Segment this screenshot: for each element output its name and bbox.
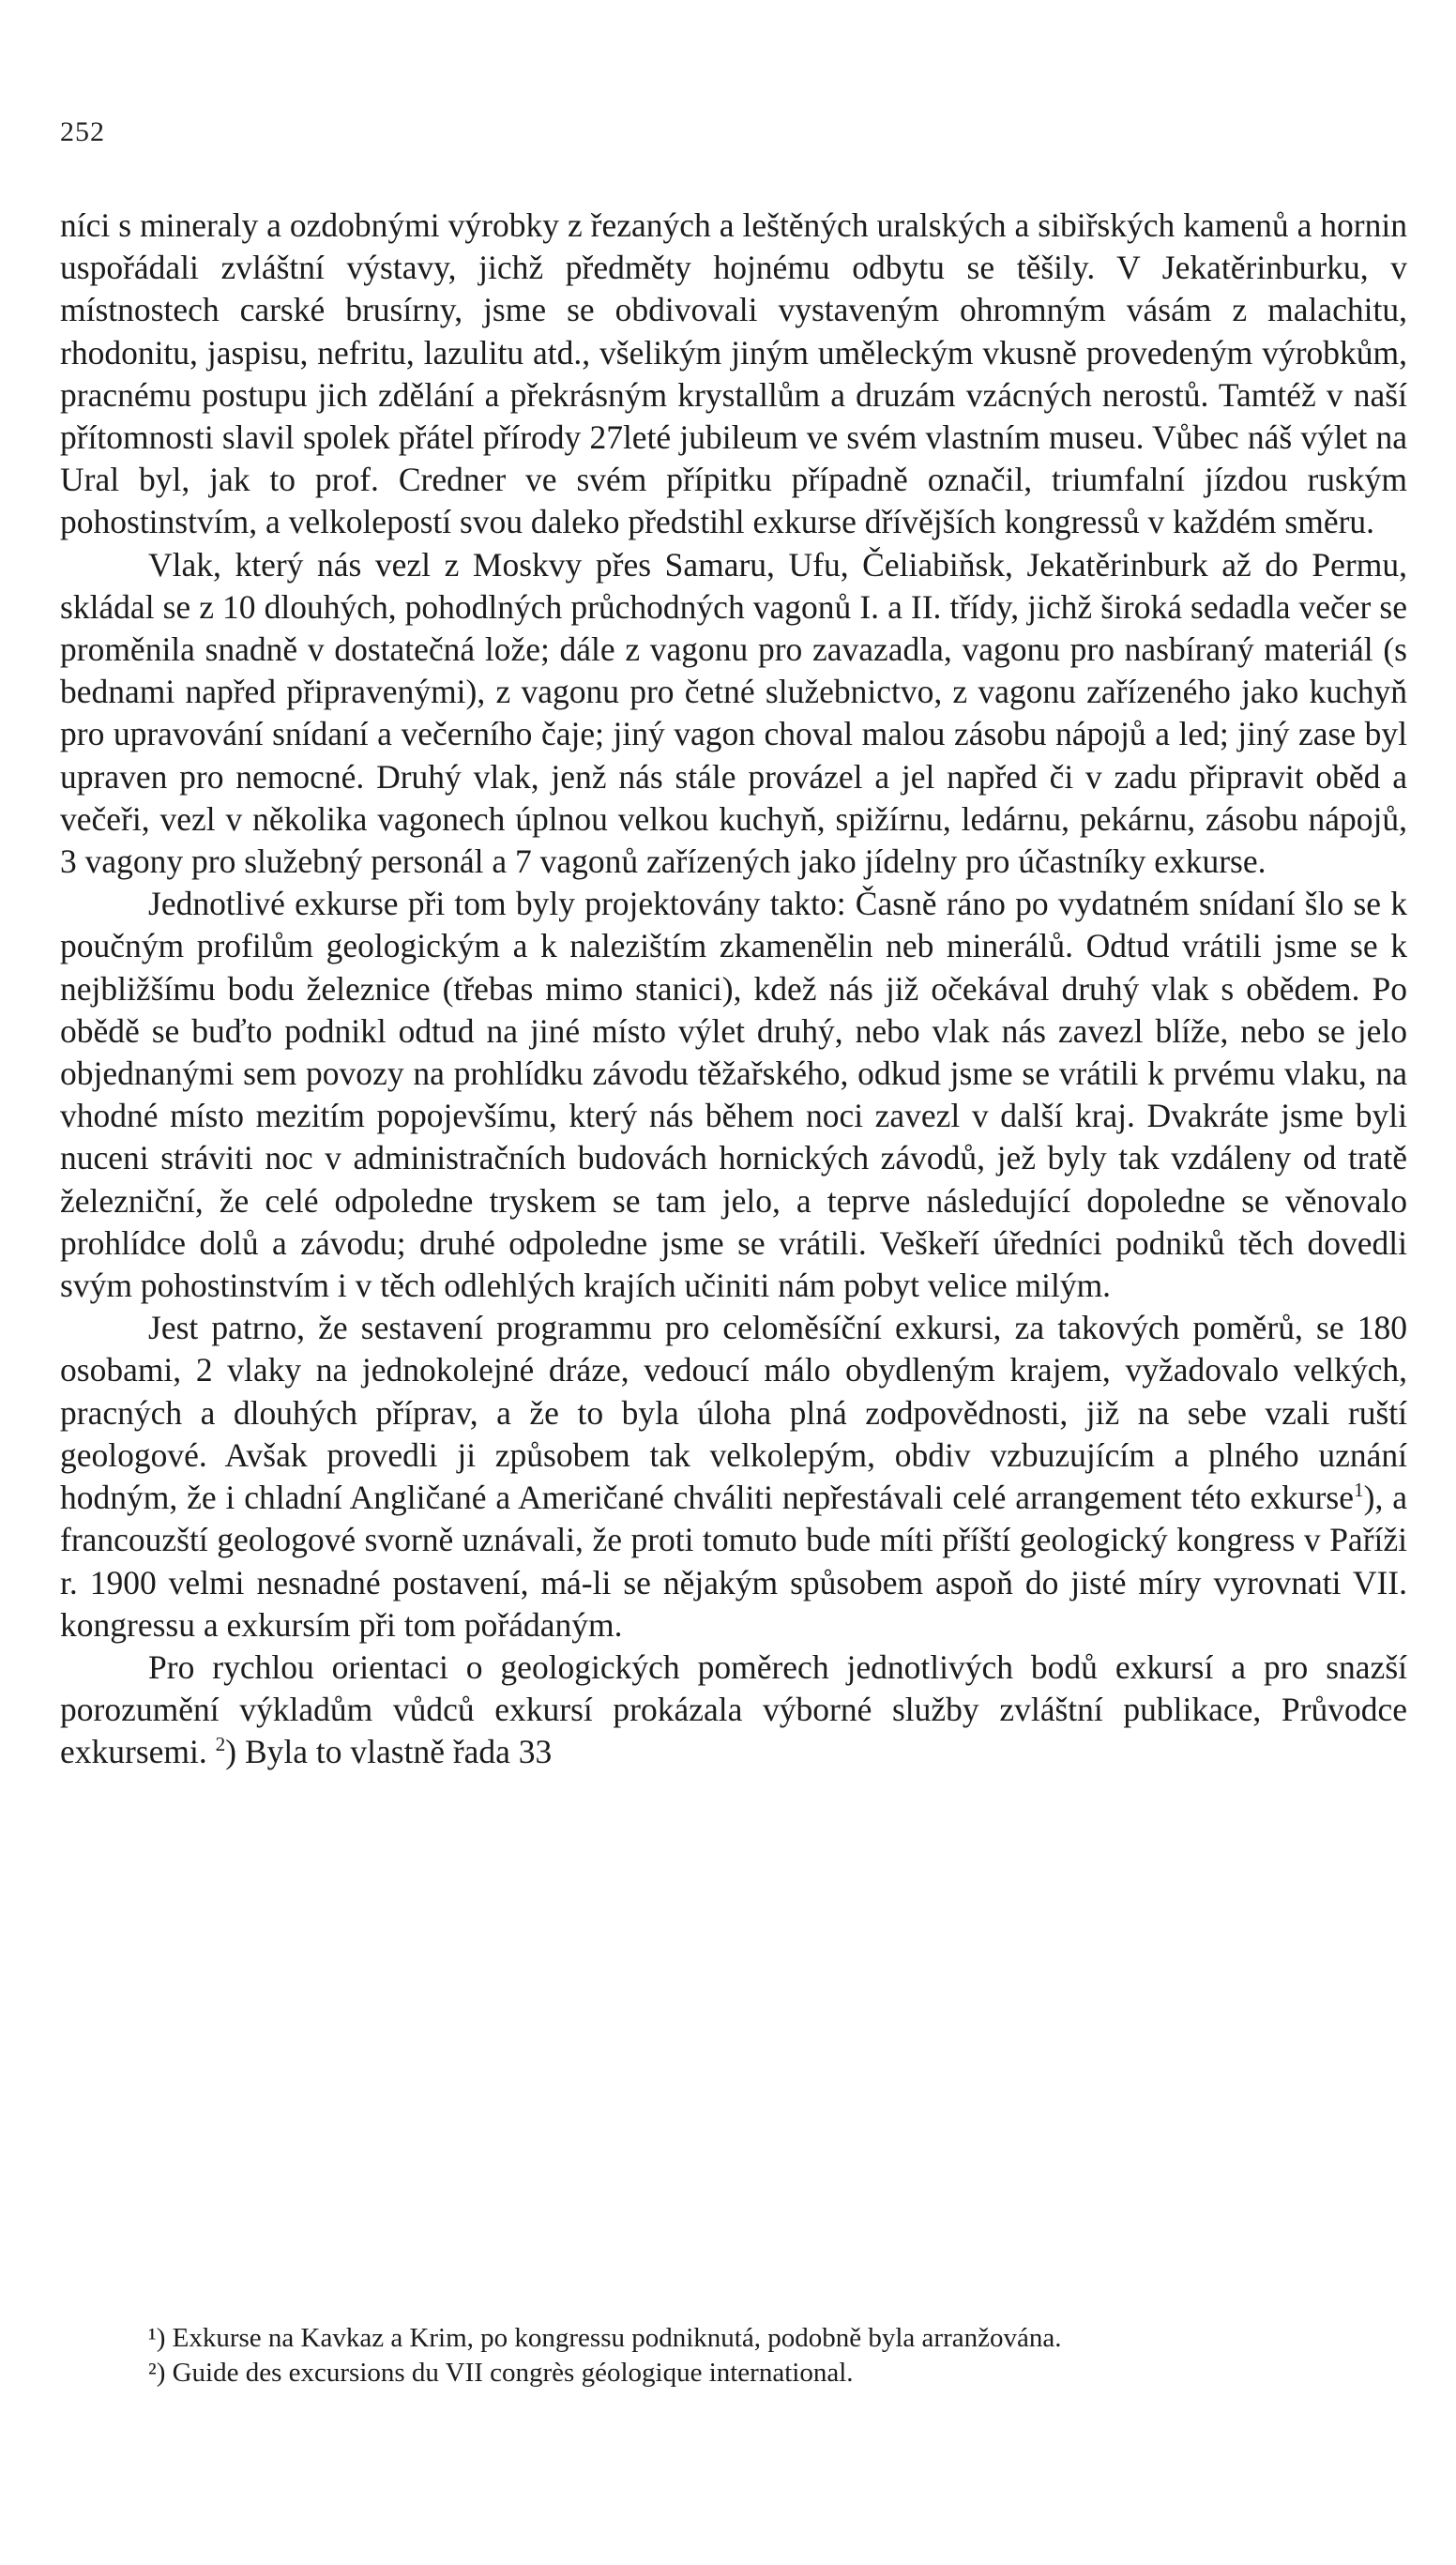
paragraph-guide-part2: ) Byla to vlastně řada 33 — [225, 1733, 553, 1771]
footnote-reference-2: 2 — [215, 1733, 226, 1756]
footnote-text: Guide des excursions du VII congrès géologique international. — [172, 2358, 854, 2388]
footnote-1 — [60, 2321, 1407, 2356]
paragraph-program — [60, 1307, 1407, 1647]
footnote-marker: ¹) — [148, 2323, 166, 2353]
paragraph-guide-part1: Pro rychlou orientaci o geologických poměrech jednotlivých bodů exkursí a pro snazší porozumění výkladům vůdců exkursí prokázala výborné služby zvláštní publikace, Průvodce exkursemi. — [60, 1647, 1407, 1771]
footnote-marker: ²) — [148, 2358, 166, 2388]
paragraph-continued: níci s mineraly a ozdobnými výrobky z řezaných a leštěných uralských a sibiřských kamenů a hornin uspořádali zvláštní výstavy, jichž předměty hojnému odbytu se těšily. V Jekatěrinburku, v místnostech carské brusírny, jsme se obdivovali vystaveným ohromným vásám z malachitu, rhodonitu, jaspisu, nefritu, lazulitu atd., všelikým jiným uměleckým vkusně provedeným výrobkům, pracnému postupu jich zdělání a překrásným krystallům a druzám vzácných nerostů. Tamtéž v naší přítomnosti slavil spolek přátel přírody 27leté jubileum ve svém vlastním museu. Vůbec náš výlet na Ural byl, jak to prof. Credner ve svém přípitku případně označil, triumfalní jízdou ruským pohostinstvím, a velkolepostí svou daleko předstihl exkurse dřívějších kongressů v každém směru. — [60, 206, 1407, 541]
page-number: 252 — [60, 116, 105, 147]
footnotes — [60, 2321, 1407, 2390]
body-text — [60, 205, 1407, 1774]
paragraph-excursions: Jednotlivé exkurse při tom byly projektovány takto: Časně ráno po vydatném snídaní šlo se k poučným profilům geologickým a k nalezištím zkamenělin neb minerálů. Odtud vrátili jsme se k nejbližšímu bodu železnice (třebas mimo stanici), kdež nás již očekával druhý vlak s obědem. Po obědě se buďto podnikl odtud na jiné místo výlet druhý, nebo vlak nás zavezl blíže, nebo se jelo objednanými sem povozy na prohlídku závodu těžařského, odkud jsme se vrátili k prvému vlaku, na vhodné místo mezitím popojevšímu, který nás během noci zavezl v další kraj. Dvakráte jsme byli nuceni stráviti noc v administračních budovách hornických závodů, jež byly tak vzdáleny od tratě železniční, že celé odpoledne tryskem se tam jelo, a teprve následující dopoledne se věnovalo prohlídce dolů a závodu; druhé odpoledne jsme se vrátili. Veškeří úředníci podniků těch dovedli svým pohostinstvím i v těch odlehlých krajích učiniti nám pobyt velice milým. — [60, 885, 1407, 1305]
footnote-2 — [60, 2356, 1407, 2390]
paragraph-program-part1: Jest patrno, že sestavení programmu pro celoměsíční exkursi, za takových poměrů, se 180 osobami, 2 vlaky na jednokolejné dráze, vedoucí málo obydleným krajem, vyžadovalo velkých, pracných a dlouhých příprav, a že to byla úloha plná zodpovědnosti, již na sebe vzali ruští geologové. Avšak provedli ji způsobem tak velkolepým, obdiv vzbuzujícím a plného uznání hodným, že i chladní Angličané a Američané chváliti nepřestávali celé arrangement této exkurse — [60, 1309, 1407, 1517]
footnote-text: Exkurse na Kavkaz a Krim, po kongressu podniknutá, podobně byla arranžována. — [172, 2323, 1062, 2353]
footnote-reference-1: 1 — [1354, 1479, 1364, 1502]
paragraph-guide — [60, 1647, 1407, 1774]
paragraph-train: Vlak, který nás vezl z Moskvy přes Samaru, Ufu, Čeliabiňsk, Jekatěrinburk až do Permu, skládal se z 10 dlouhých, pohodlných průchodných vagonů I. a II. třídy, jichž široká sedadla večer se proměnila snadně v dostatečná lože; dále z vagonu pro zavazadla, vagonu pro nasbíraný materiál (s bednami napřed připravenými), z vagonu pro četné služebnictvo, z vagonu zařízeného jako kuchyň pro upravování snídaní a večerního čaje; jiný vagon choval malou zásobu nápojů a led; jiný zase byl upraven pro nemocné. Druhý vlak, jenž nás stále provázel a jel napřed či v zadu připravit oběd a večeři, vezl v několika vagonech úplnou velkou kuchyň, spižírnu, ledárnu, pekárnu, zásobu nápojů, 3 vagony pro služebný personál a 7 vagonů zařízených jako jídelny pro účastníky exkurse. — [60, 545, 1407, 881]
paragraph-program-part2: ), a francouzští geologové svorně uznávali, že proti tomuto bude míti příští geologický kongress v Paříži r. 1900 velmi nesnadné postavení, má-li se nějakým spůsobem aspoň do jisté míry vyrovnati VII. kongressu a exkursím při tom pořádaným. — [60, 1479, 1407, 1644]
